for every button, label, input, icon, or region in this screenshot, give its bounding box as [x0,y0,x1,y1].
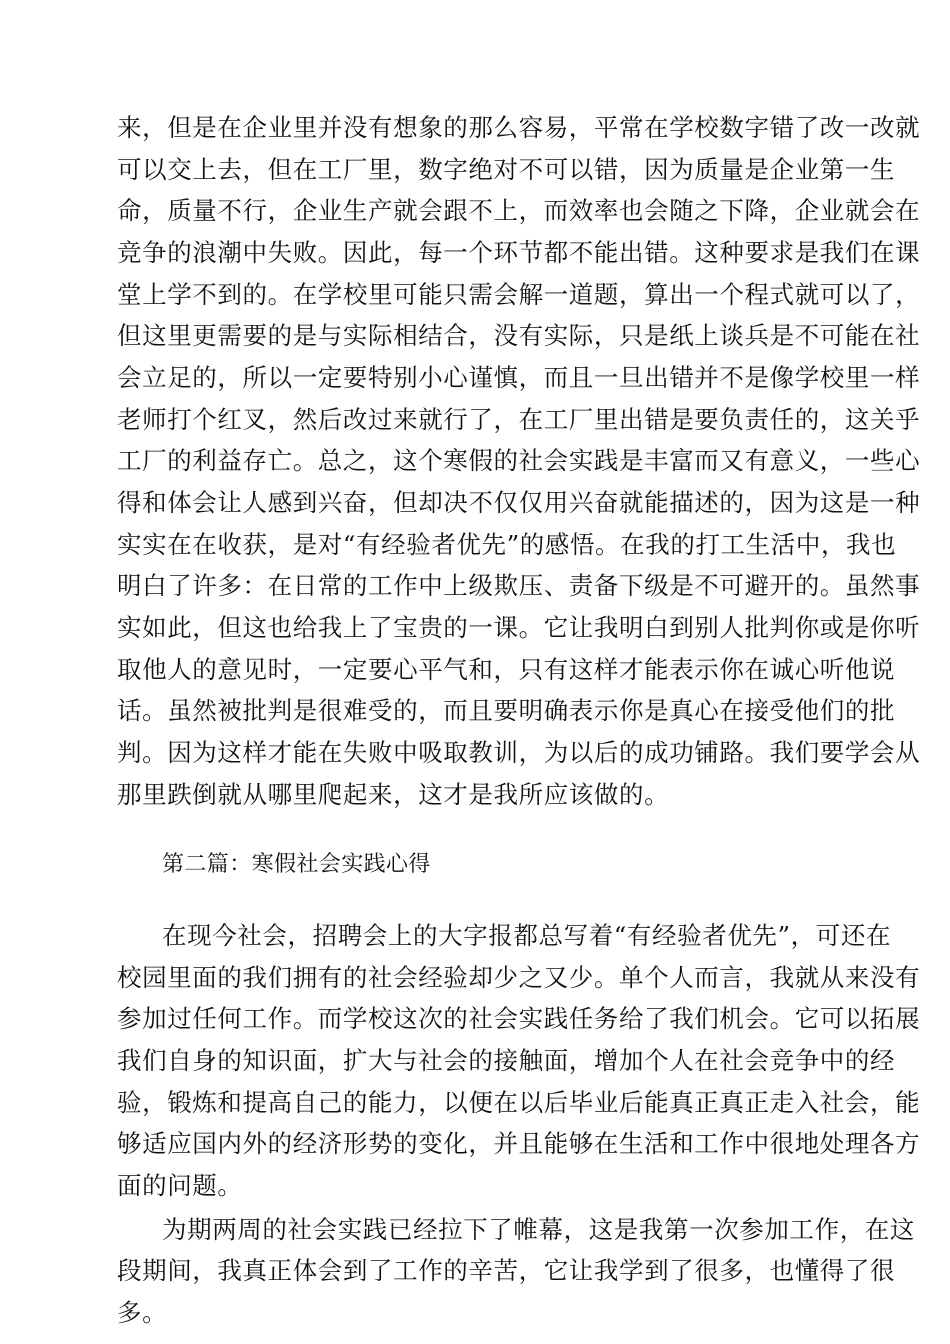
paragraph-line: 实实在在收获，是对“有经验者优先”的感悟。在我的打工生活中，我也 [117,529,897,559]
paragraph-line: 那里跌倒就从哪里爬起来，这才是我所应该做的。 [117,779,670,809]
paragraph-line: 实如此，但这也给我上了宝贵的一课。它让我明白到别人批判你或是你听 [117,612,921,642]
paragraph-line: 面的问题。 [117,1171,243,1201]
paragraph-line: 命，质量不行，企业生产就会跟不上，而效率也会随之下降，企业就会在 [117,196,921,226]
paragraph-line: 校园里面的我们拥有的社会经验却少之又少。单个人而言，我就从来没有 [117,962,921,992]
paragraph-line: 为期两周的社会实践已经拉下了帷幕，这是我第一次参加工作，在这 [162,1214,915,1244]
paragraph-line: 得和体会让人感到兴奋，但却决不仅仅用兴奋就能描述的，因为这是一种 [117,487,921,517]
paragraph-line: 验，锻炼和提高自己的能力，以便在以后毕业后能真正真正走入社会，能 [117,1087,921,1117]
paragraph-line: 取他人的意见时，一定要心平气和，只有这样才能表示你在诚心听他说 [117,654,896,684]
paragraph-line: 来，但是在企业里并没有想象的那么容易，平常在学校数字错了改一改就 [117,113,921,142]
paragraph-line: 老师打个红叉，然后改过来就行了，在工厂里出错是要负责任的，这关乎 [117,404,921,434]
paragraph-line: 段期间，我真正体会到了工作的辛苦，它让我学到了很多，也懂得了很 [117,1256,896,1286]
section-heading: 第二篇：寒假社会实践心得 [162,852,431,878]
paragraph-line: 可以交上去，但在工厂里，数字绝对不可以错，因为质量是企业第一生 [117,154,896,184]
paragraph-line: 参加过任何工作。而学校这次的社会实践任务给了我们机会。它可以拓展 [117,1004,921,1034]
paragraph-line: 明白了许多：在日常的工作中上级欺压、责备下级是不可避开的。虽然事 [117,571,921,601]
paragraph-line: 工厂的利益存亡。总之，这个寒假的社会实践是丰富而又有意义，一些心 [117,446,921,476]
paragraph-line: 判。因为这样才能在失败中吸取教训，为以后的成功铺路。我们要学会从 [117,737,921,767]
paragraph-line: 够适应国内外的经济形势的变化，并且能够在生活和工作中很地处理各方 [117,1129,921,1159]
paragraph-line: 会立足的，所以一定要特别小心谨慎，而且一旦出错并不是像学校里一样 [117,362,921,392]
paragraph-line: 我们自身的知识面，扩大与社会的接触面，增加个人在社会竞争中的经 [117,1046,896,1076]
paragraph-line: 话。虽然被批判是很难受的，而且要明确表示你是真心在接受他们的批 [117,696,896,726]
paragraph-line: 但这里更需要的是与实际相结合，没有实际，只是纸上谈兵是不可能在社 [117,321,921,351]
paragraph-line: 堂上学不到的。在学校里可能只需会解一道题，算出一个程式就可以了， [117,279,921,309]
paragraph-line: 竞争的浪潮中失败。因此，每一个环节都不能出错。这种要求是我们在课 [117,237,921,267]
paragraph-line: 多。 [117,1298,168,1327]
paragraph-line: 在现今社会，招聘会上的大字报都总写着“有经验者优先”，可还在 [162,921,892,951]
